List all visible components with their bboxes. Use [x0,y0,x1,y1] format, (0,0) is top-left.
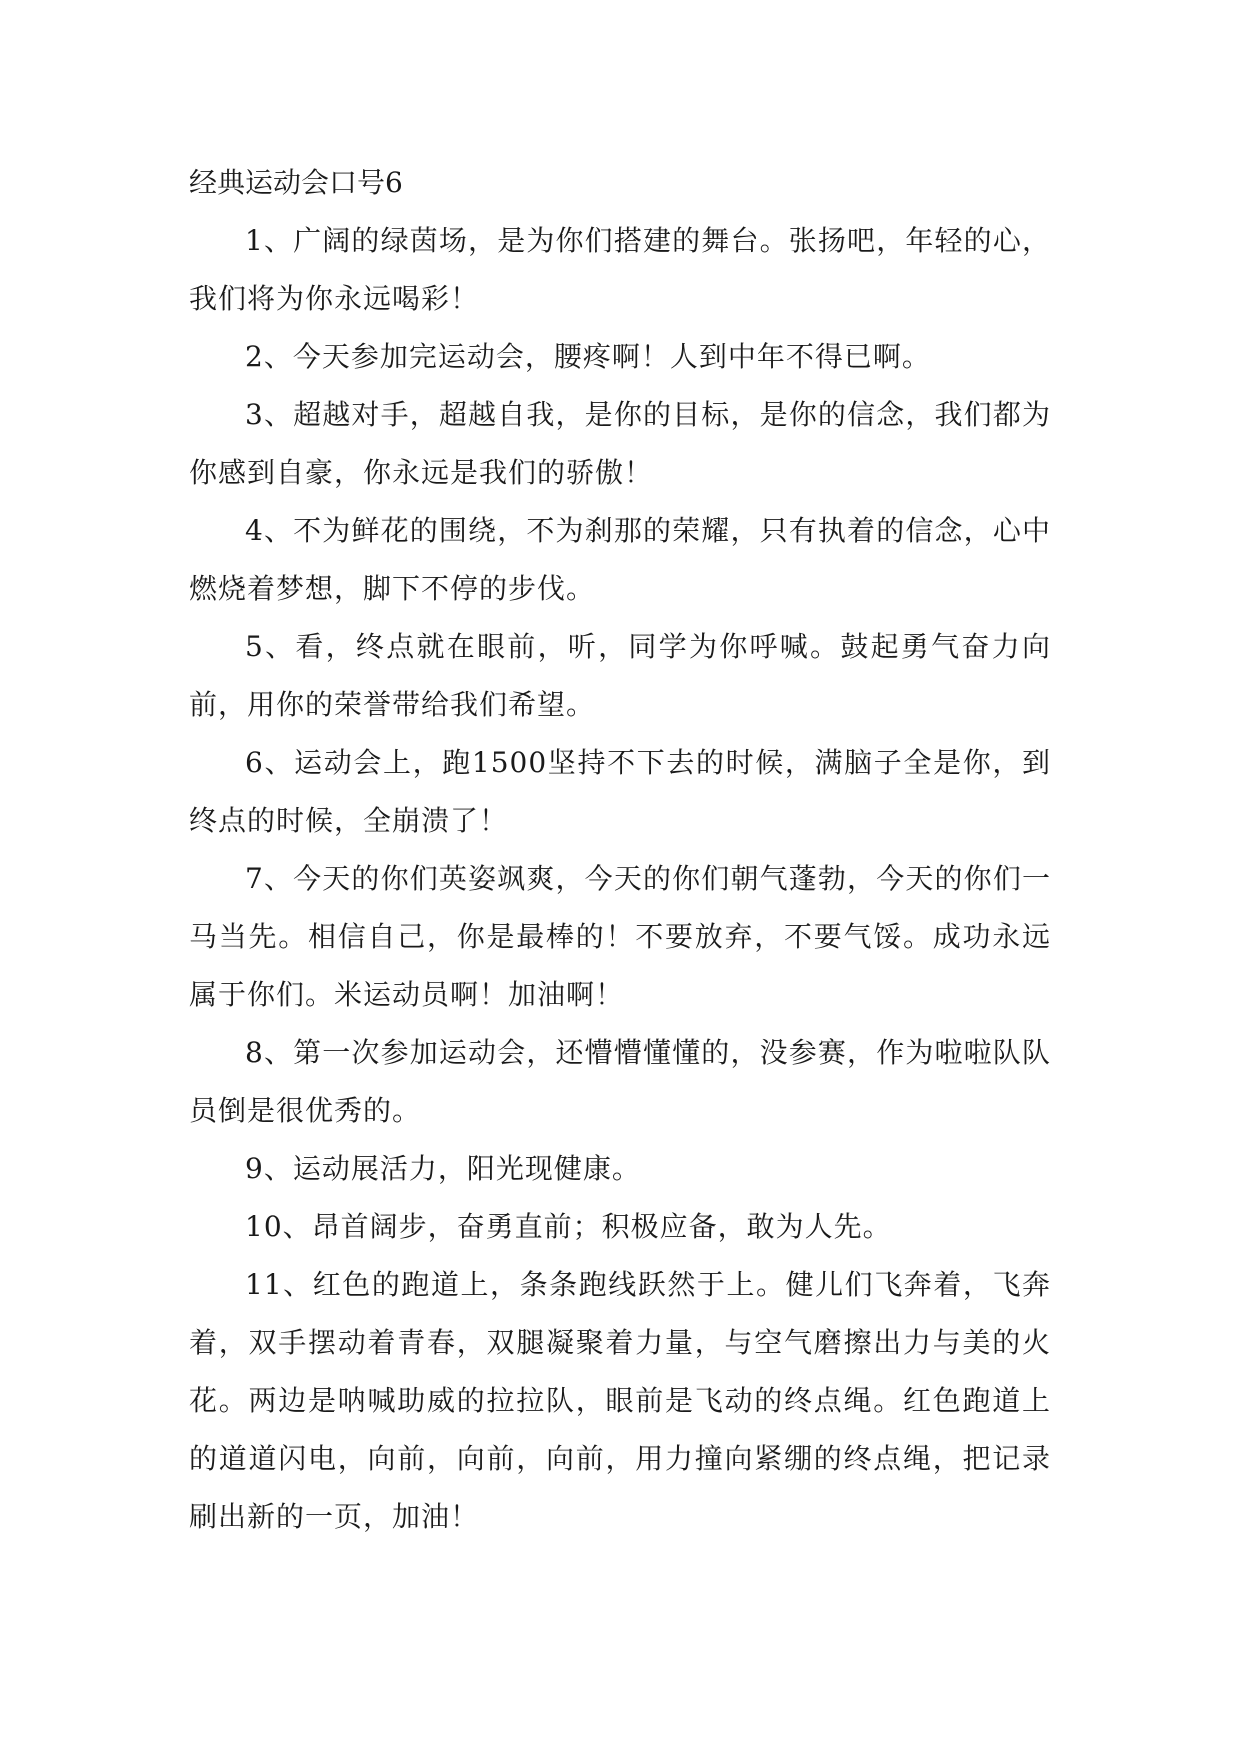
document-body [189,154,1051,1546]
slogan-paragraph-6: 6、运动会上，跑1500坚持不下去的时候，满脑子全是你，到终点的时候，全崩溃了！ [189,746,1051,837]
slogan-paragraph-4: 4、不为鲜花的围绕，不为刹那的荣耀，只有执着的信念，心中燃烧着梦想，脚下不停的步伐。 [189,514,1051,605]
slogan-paragraph-9: 9、运动展活力，阳光现健康。 [245,1152,641,1185]
slogan-paragraph-11: 11、红色的跑道上，条条跑线跃然于上。健儿们飞奔着，飞奔着，双手摆动着青春，双腿凝聚着力量，与空气磨擦出力与美的火花。两边是呐喊助威的拉拉队，眼前是飞动的终点绳。红色跑道上的道道闪电，向前，向前，向前，用力撞向紧绷的终点绳，把记录刷出新的一页，加油！ [189,1268,1051,1533]
slogan-paragraph-10: 10、昂首阔步，奋勇直前；积极应备，敢为人先。 [245,1210,892,1243]
slogan-paragraph-5: 5、看，终点就在眼前，听，同学为你呼喊。鼓起勇气奋力向前，用你的荣誉带给我们希望。 [189,630,1051,721]
slogan-paragraph-3: 3、超越对手，超越自我，是你的目标，是你的信念，我们都为你感到自豪，你永远是我们的骄傲！ [189,398,1051,489]
slogan-paragraph-1: 1、广阔的绿茵场，是为你们搭建的舞台。张扬吧，年轻的心，我们将为你永远喝彩！ [189,224,1051,315]
slogan-paragraph-7: 7、今天的你们英姿飒爽，今天的你们朝气蓬勃，今天的你们一马当先。相信自己，你是最棒的！不要放弃，不要气馁。成功永远属于你们。米运动员啊！加油啊！ [189,862,1051,1011]
slogan-paragraph-8: 8、第一次参加运动会，还懵懵懂懂的，没参赛，作为啦啦队队员倒是很优秀的。 [189,1036,1051,1127]
slogan-paragraph-2: 2、今天参加完运动会，腰疼啊！人到中年不得已啊。 [245,340,931,373]
document-title: 经典运动会口号6 [189,166,403,199]
